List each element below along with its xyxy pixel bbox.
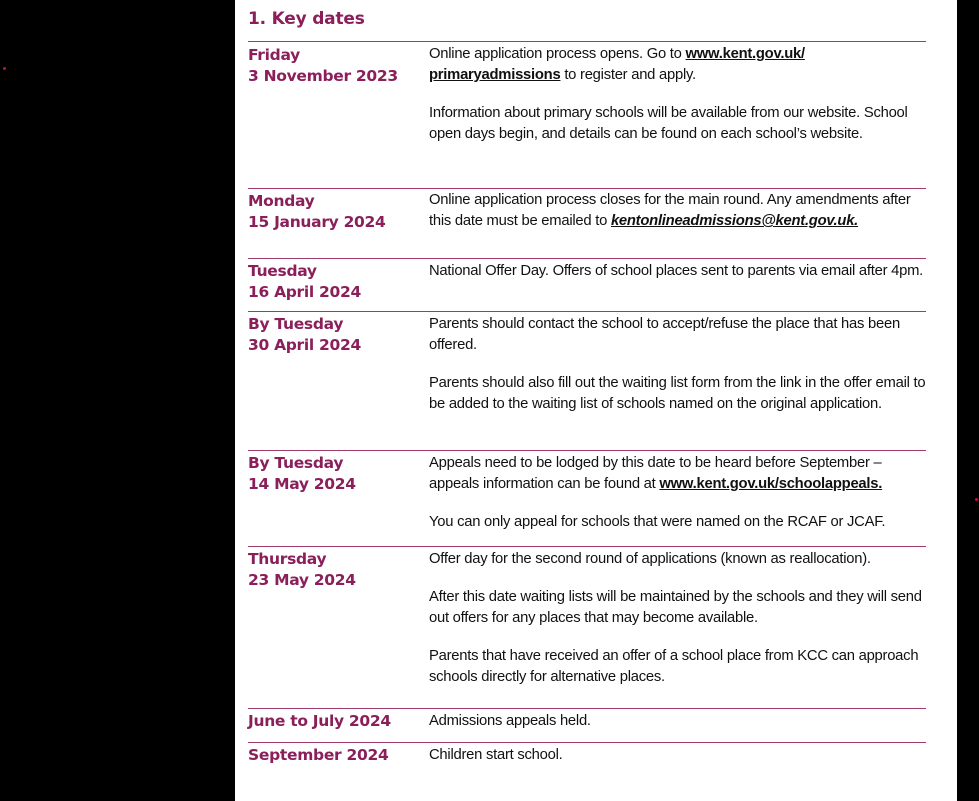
red-dot-right (975, 498, 978, 501)
row-description (429, 44, 929, 145)
row-divider (248, 188, 926, 189)
description-paragraph: Parents should also fill out the waiting list form from the link in the offer email to be added to the waiting list of schools named on the original application. (429, 375, 926, 412)
row-description (429, 261, 929, 282)
description-paragraph: National Offer Day. Offers of school places sent to parents via email after 4pm. (429, 263, 924, 279)
description-paragraph: Parents that have received an offer of a school place from KCC can approach schools directly for alternative places. (429, 648, 919, 685)
date-value: 16 April 2024 (248, 283, 361, 301)
row-date (248, 45, 398, 87)
row-date (248, 191, 386, 233)
text-run: Appeals need to be lodged by this date to be heard before September – appeals information can be found at (429, 455, 882, 492)
row-description (429, 745, 929, 766)
date-value: September 2024 (248, 746, 389, 764)
admissions-email-link[interactable]: kentonlineadmissions@kent.gov.uk. (610, 213, 859, 229)
primary-admissions-link[interactable]: www.kent.gov.uk/​primaryadmissions (429, 46, 805, 83)
text-run: Online application process opens. Go to (429, 46, 686, 62)
row-divider (248, 450, 926, 451)
school-appeals-link[interactable]: www.kent.gov.uk/schoolappeals. (659, 476, 883, 492)
description-paragraph: Parents should contact the school to accept/refuse the place that has been offered. (429, 316, 900, 353)
description-paragraph (429, 453, 929, 495)
row-date (248, 745, 388, 766)
description-paragraph: Admissions appeals held. (429, 713, 591, 729)
date-value: 15 January 2024 (248, 213, 386, 231)
row-date (248, 453, 356, 495)
date-weekday: Friday (248, 46, 300, 64)
row-date (248, 549, 356, 591)
row-divider (248, 708, 926, 709)
date-value: 14 May 2024 (248, 475, 356, 493)
text-run: Online application process closes for the main round. Any amendments after this date must be emailed to (429, 192, 911, 229)
description-paragraph: Offer day for the second round of applications (known as reallocation). (429, 551, 871, 567)
date-weekday: Monday (248, 192, 315, 210)
text-run: to register and apply. (560, 67, 696, 83)
date-value: 30 April 2024 (248, 336, 361, 354)
row-divider (248, 41, 926, 42)
row-date (248, 711, 391, 732)
row-description (429, 190, 929, 232)
date-value: 3 November 2023 (248, 67, 398, 85)
description-paragraph: You can only appeal for schools that were named on the RCAF or JCAF. (429, 514, 886, 530)
row-description (429, 453, 929, 533)
date-weekday: Tuesday (248, 262, 317, 280)
description-paragraph: Information about primary schools will be available from our website. School open days begin, and details can be found on each school’s website. (429, 105, 908, 142)
row-divider (248, 258, 926, 259)
date-value: June to July 2024 (248, 712, 391, 730)
date-weekday: By Tuesday (248, 454, 344, 472)
row-divider (248, 311, 926, 312)
row-description (429, 711, 929, 732)
description-paragraph (429, 190, 929, 232)
row-divider (248, 546, 926, 547)
description-paragraph: Children start school. (429, 747, 563, 763)
date-weekday: Thursday (248, 550, 327, 568)
date-value: 23 May 2024 (248, 571, 356, 589)
row-divider (248, 742, 926, 743)
document-page (235, 0, 957, 801)
row-description (429, 314, 929, 415)
red-dot-left (3, 67, 6, 70)
description-paragraph: After this date waiting lists will be maintained by the schools and they will send out offers for any places that may become available. (429, 589, 922, 626)
row-date (248, 261, 361, 303)
section-title: 1. Key dates (248, 9, 365, 29)
description-paragraph (429, 44, 929, 86)
row-date (248, 314, 361, 356)
date-weekday: By Tuesday (248, 315, 344, 333)
row-description (429, 549, 929, 688)
